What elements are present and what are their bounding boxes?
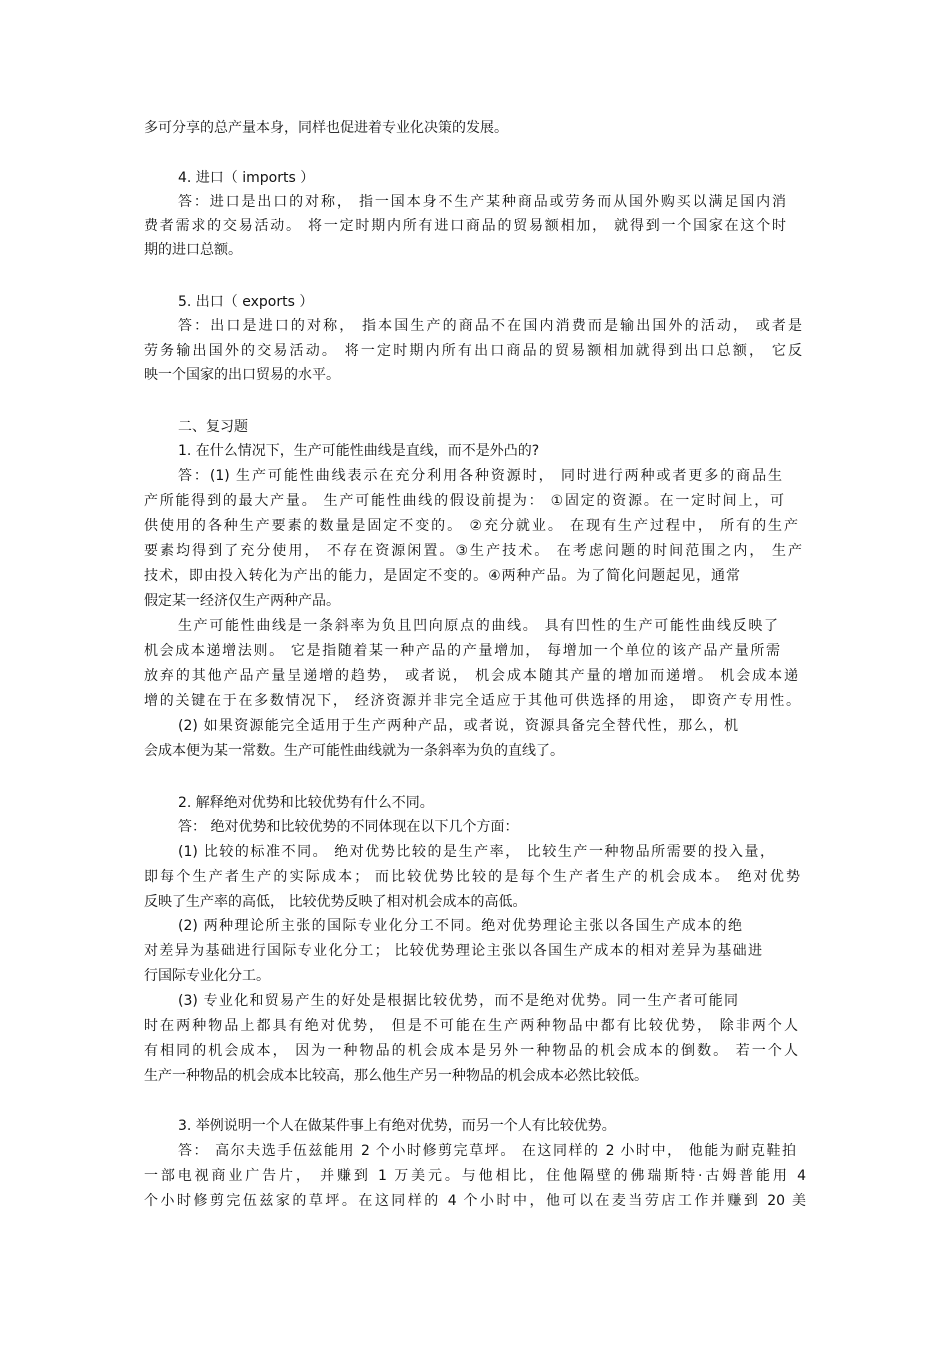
section-title: 二、复习题 <box>178 419 248 435</box>
paragraph-line: 行国际专业化分工。 <box>144 968 270 984</box>
paragraph-line: 反映了生产率的高低， 比较优势反映了相对机会成本的高低。 <box>144 894 527 910</box>
paragraph-line: 生产可能性曲线是一条斜率为负且凹向原点的曲线。 具有凹性的生产可能性曲线反映了 <box>178 618 778 634</box>
term-heading-exports: 5. 出口（ exports ） <box>178 294 314 310</box>
paragraph-line: (3) 专业化和贸易产生的好处是根据比较优势，而不是绝对优势。同一生产者可能同 <box>178 993 738 1009</box>
paragraph-line: 放弃的其他产品产量呈递增的趋势， 或者说， 机会成本随其产量的增加而递增。 机会成本递 <box>144 668 798 684</box>
paragraph-line: (1) 比较的标准不同。 绝对优势比较的是生产率， 比较生产一种物品所需要的投入量， <box>178 844 774 860</box>
paragraph-line: 供使用的各种生产要素的数量是固定不变的。 ②充分就业。 在现有生产过程中， 所有的生产 <box>144 518 798 534</box>
paragraph-line: 要素均得到了充分使用， 不存在资源闲置。③生产技术。 在考虑问题的时间范围之内， 生产 <box>144 543 802 559</box>
paragraph-line: 答： 高尔夫选手伍兹能用 2 个小时修剪完草坪。 在这同样的 2 小时中， 他能为耐克鞋拍 <box>178 1143 796 1159</box>
paragraph-line: 增的关键在于在多数情况下， 经济资源并非完全适应于其他可供选择的用途， 即资产专用性。 <box>144 693 800 709</box>
paragraph-line: 假定某一经济仅生产两种产品。 <box>144 593 340 609</box>
paragraph-line: 答： 绝对优势和比较优势的不同体现在以下几个方面： <box>178 819 519 835</box>
paragraph-line: 答：进口是出口的对称， 指一国本身不生产某种商品或劳务而从国外购买以满足国内消 <box>178 194 786 210</box>
paragraph-line: 期的进口总额。 <box>144 242 242 258</box>
paragraph-line: 答：(1) 生产可能性曲线表示在充分利用各种资源时， 同时进行两种或者更多的商品生 <box>178 468 782 484</box>
paragraph-line: 会成本便为某一常数。生产可能性曲线就为一条斜率为负的直线了。 <box>144 743 564 759</box>
paragraph-line: (2) 如果资源能完全适用于生产两种产品，或者说，资源具备完全替代性，那么，机 <box>178 718 738 734</box>
question-1: 1. 在什么情况下，生产可能性曲线是直线，而不是外凸的? <box>178 443 540 459</box>
paragraph-line: 有相同的机会成本， 因为一种物品的机会成本是另外一种物品的机会成本的倒数。 若一个人 <box>144 1043 798 1059</box>
paragraph-line: 机会成本递增法则。 它是指随着某一种产品的产量增加， 每增加一个单位的该产品产量所需 <box>144 643 780 659</box>
term-heading-imports: 4. 进口（ imports ） <box>178 170 315 186</box>
paragraph-line: (2) 两种理论所主张的国际专业化分工不同。绝对优势理论主张以各国生产成本的绝 <box>178 918 742 934</box>
paragraph-line: 映一个国家的出口贸易的水平。 <box>144 367 340 383</box>
question-3: 3. 举例说明一个人在做某件事上有绝对优势，而另一个人有比较优势。 <box>178 1118 616 1134</box>
paragraph-line: 技术，即由投入转化为产出的能力，是固定不变的。④两种产品。为了简化问题起见，通常 <box>144 568 740 584</box>
paragraph-line: 一部电视商业广告片， 并赚到 1 万美元。与他相比，住他隔壁的佛瑞斯特·古姆普能用 4 <box>144 1168 806 1184</box>
paragraph-line: 时在两种物品上都具有绝对优势， 但是不可能在生产两种物品中都有比较优势， 除非两个人 <box>144 1018 798 1034</box>
paragraph-line: 多可分享的总产量本身，同样也促进着专业化决策的发展。 <box>144 120 508 136</box>
paragraph-line: 劳务输出国外的交易活动。 将一定时期内所有出口商品的贸易额相加就得到出口总额， 它反 <box>144 343 802 359</box>
paragraph-line: 费者需求的交易活动。 将一定时期内所有进口商品的贸易额相加， 就得到一个国家在这个时 <box>144 218 786 234</box>
question-2: 2. 解释绝对优势和比较优势有什么不同。 <box>178 795 434 811</box>
paragraph-line: 答：出口是进口的对称， 指本国生产的商品不在国内消费而是输出国外的活动， 或者是 <box>178 318 802 334</box>
paragraph-line: 对差异为基础进行国际专业化分工； 比较优势理论主张以各国生产成本的相对差异为基础进 <box>144 943 762 959</box>
paragraph-line: 即每个生产者生产的实际成本； 而比较优势比较的是每个生产者生产的机会成本。 绝对优势 <box>144 869 800 885</box>
paragraph-line: 产所能得到的最大产量。 生产可能性曲线的假设前提为： ①固定的资源。在一定时间上，可 <box>144 493 784 509</box>
paragraph-line: 个小时修剪完伍兹家的草坪。在这同样的 4 个小时中，他可以在麦当劳店工作并赚到 20 美 <box>144 1193 806 1209</box>
paragraph-line: 生产一种物品的机会成本比较高，那么他生产另一种物品的机会成本必然比较低。 <box>144 1068 648 1084</box>
